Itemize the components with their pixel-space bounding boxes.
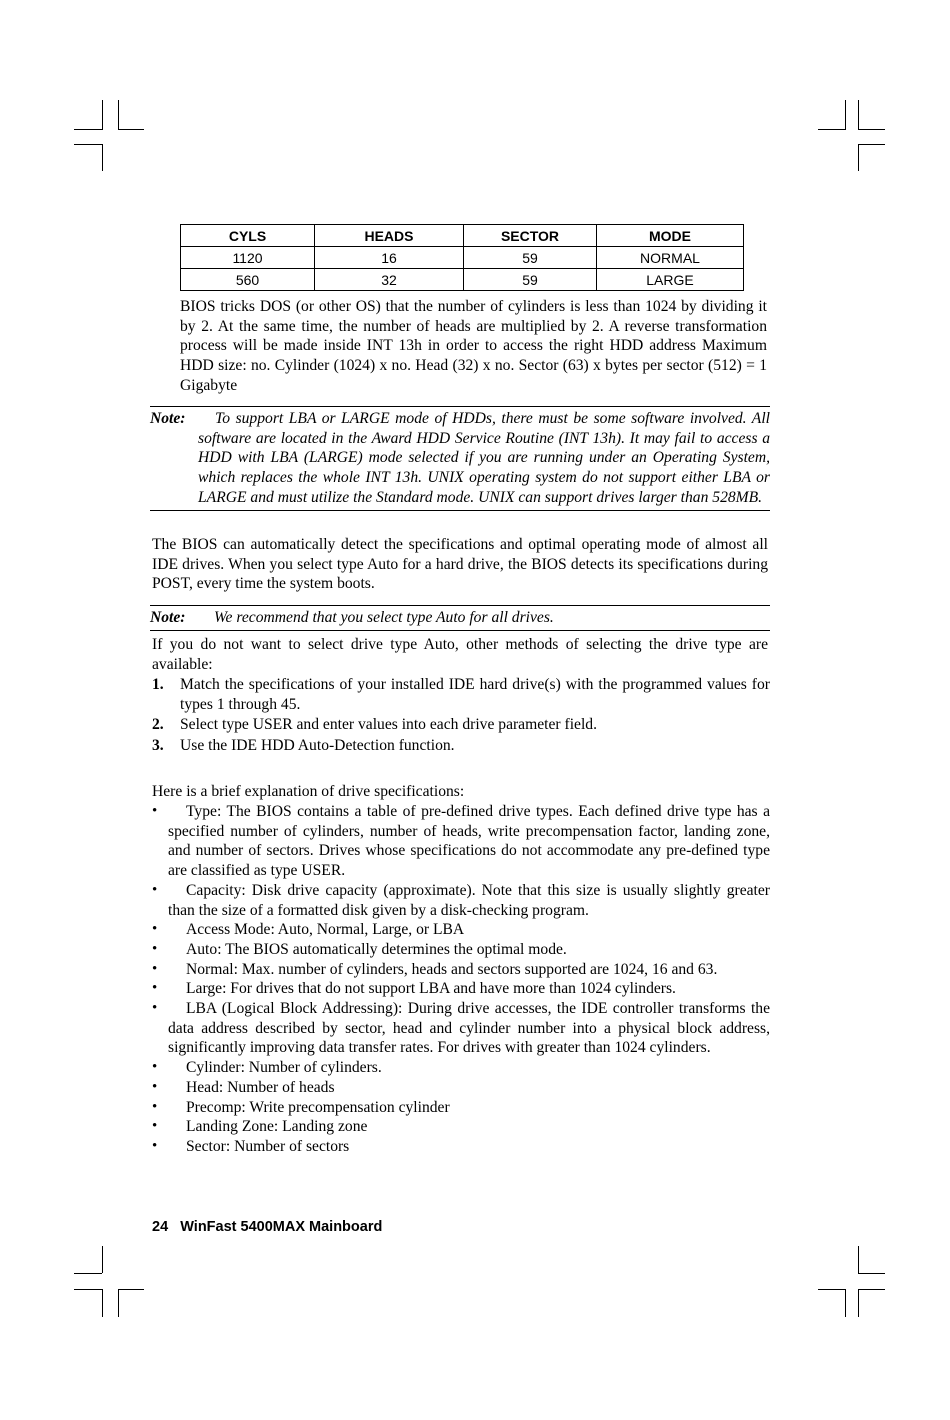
intro-paragraph: BIOS tricks DOS (or other OS) that the number of cylinders is less than 1024 by dividing it by 2. At the same time, the number of heads are multiplied by 2. A reverse transformation process will be made inside INT 13h in order to access the right HDD address Maximum HDD size: no. Cylinder (1024) x no. Head (32) x no. Sector (63) x bytes per sector (512) = 1 Gigabyte bbox=[180, 298, 767, 394]
bullet-icon: • bbox=[152, 960, 158, 977]
page-footer bbox=[152, 1219, 382, 1235]
bullet-item bbox=[152, 999, 770, 1058]
note-text: To support LBA or LARGE mode of HDDs, there must be some software involved. All software are located in the Award HDD Service Routine (INT 13h). It may fail to access a HDD with LBA (LARGE) mode selected if you are running under an Operating System, which replaces the whole INT 13h. UNIX operating system do not support either LBA or LARGE and must utilize the Standard mode. UNIX can support drives larger than 528MB. bbox=[198, 410, 770, 506]
list-item bbox=[152, 675, 770, 714]
bullet-text: Precomp: Write precompensation cylinder bbox=[186, 1098, 450, 1116]
bullet-icon: • bbox=[152, 1098, 158, 1115]
footer-title: WinFast 5400MAX Mainboard bbox=[180, 1219, 383, 1235]
bullet-item bbox=[152, 1137, 770, 1157]
bullet-text: Normal: Max. number of cylinders, heads and sectors supported are 1024, 16 and 63. bbox=[186, 960, 718, 978]
bullet-item bbox=[152, 802, 770, 881]
note-label: Note: bbox=[150, 410, 186, 427]
bullet-icon: • bbox=[152, 1078, 158, 1095]
table-row bbox=[181, 269, 744, 291]
table-header-row bbox=[181, 225, 744, 247]
list-number: 1. bbox=[152, 676, 164, 693]
methods-intro-paragraph: If you do not want to select drive type Auto, other methods of selecting the drive type are available: bbox=[152, 636, 768, 673]
table-row bbox=[181, 247, 744, 269]
bullet-icon: • bbox=[152, 921, 158, 938]
column-header-cyls: CYLS bbox=[181, 225, 315, 247]
bullet-item bbox=[152, 1098, 770, 1118]
page-number: 24 bbox=[152, 1219, 169, 1235]
table-cell: 59 bbox=[464, 247, 597, 269]
bullet-text: Access Mode: Auto, Normal, Large, or LBA bbox=[186, 921, 465, 939]
list-item-text: Match the specifications of your installed IDE hard drive(s) with the programmed values for types 1 through 45. bbox=[180, 676, 770, 713]
list-item-text: Use the IDE HDD Auto-Detection function. bbox=[180, 737, 455, 755]
list-item bbox=[152, 736, 770, 756]
bullet-item bbox=[152, 881, 770, 920]
bullet-item bbox=[152, 920, 770, 940]
bullet-text: Large: For drives that do not support LBA and have more than 1024 cylinders. bbox=[186, 980, 676, 998]
bullet-item bbox=[152, 1058, 770, 1078]
auto-detect-paragraph: The BIOS can automatically detect the specifications and optimal operating mode of almost all IDE drives. When you select type Auto for a hard drive, the BIOS detects its specifications during POST, every time the system boots. bbox=[152, 536, 768, 593]
column-header-mode: MODE bbox=[597, 225, 744, 247]
bullet-icon: • bbox=[152, 1059, 158, 1076]
bullet-text: Auto: The BIOS automatically determines the optimal mode. bbox=[186, 940, 567, 958]
list-item bbox=[152, 715, 770, 735]
list-number: 3. bbox=[152, 737, 164, 755]
bullet-text: Head: Number of heads bbox=[186, 1078, 335, 1096]
bullet-item bbox=[152, 979, 770, 999]
note-box bbox=[150, 406, 770, 511]
bullet-text: Cylinder: Number of cylinders. bbox=[186, 1059, 382, 1077]
bullet-text: Type: The BIOS contains a table of pre-defined drive types. Each defined drive type has a specified number of cylinders, number of heads, write precompensation factor, landing zone, and number of sectors. Drives whose specifications do not accommodate any pre-defined type are classified as type USER. bbox=[168, 803, 770, 880]
table-cell: 32 bbox=[315, 269, 464, 291]
list-item-text: Select type USER and enter values into each drive parameter field. bbox=[180, 716, 597, 734]
specs-bullet-list bbox=[152, 802, 770, 1157]
table-cell: NORMAL bbox=[597, 247, 744, 269]
drive-mode-table bbox=[180, 224, 744, 291]
table-cell: 1120 bbox=[181, 247, 315, 269]
column-header-heads: HEADS bbox=[315, 225, 464, 247]
bullet-text: Landing Zone: Landing zone bbox=[186, 1118, 368, 1136]
note-label: Note: bbox=[150, 609, 186, 626]
bullet-item bbox=[152, 940, 770, 960]
column-header-sector: SECTOR bbox=[464, 225, 597, 247]
bullet-icon: • bbox=[152, 1137, 158, 1154]
bullet-item bbox=[152, 1117, 770, 1137]
bullet-text: Capacity: Disk drive capacity (approximate). Note that this size is usually slightly greater than the size of a formatted disk given by a disk-checking program. bbox=[168, 881, 770, 919]
bullet-icon: • bbox=[152, 881, 158, 898]
table-cell: 560 bbox=[181, 269, 315, 291]
bullet-item bbox=[152, 1078, 770, 1098]
specs-intro-paragraph: Here is a brief explanation of drive specifications: bbox=[152, 783, 465, 800]
list-number: 2. bbox=[152, 716, 164, 734]
bullet-text: Sector: Number of sectors bbox=[186, 1137, 350, 1155]
bullet-icon: • bbox=[152, 1118, 158, 1135]
bullet-icon: • bbox=[152, 1000, 158, 1017]
bullet-icon: • bbox=[152, 940, 158, 957]
methods-list bbox=[152, 675, 770, 756]
bullet-icon: • bbox=[152, 980, 158, 997]
table-cell: 16 bbox=[315, 247, 464, 269]
bullet-icon: • bbox=[152, 803, 158, 819]
note-box bbox=[150, 605, 770, 631]
table-cell: LARGE bbox=[597, 269, 744, 291]
table-cell: 59 bbox=[464, 269, 597, 291]
bullet-item bbox=[152, 960, 770, 980]
note-text: We recommend that you select type Auto for all drives. bbox=[214, 609, 554, 626]
bullet-text: LBA (Logical Block Addressing): During drive accesses, the IDE controller transforms the data address described by sector, head and cylinder number into a physical block address, significantly improving data transfer rates. For drives with greater than 1024 cylinders. bbox=[168, 1000, 770, 1057]
